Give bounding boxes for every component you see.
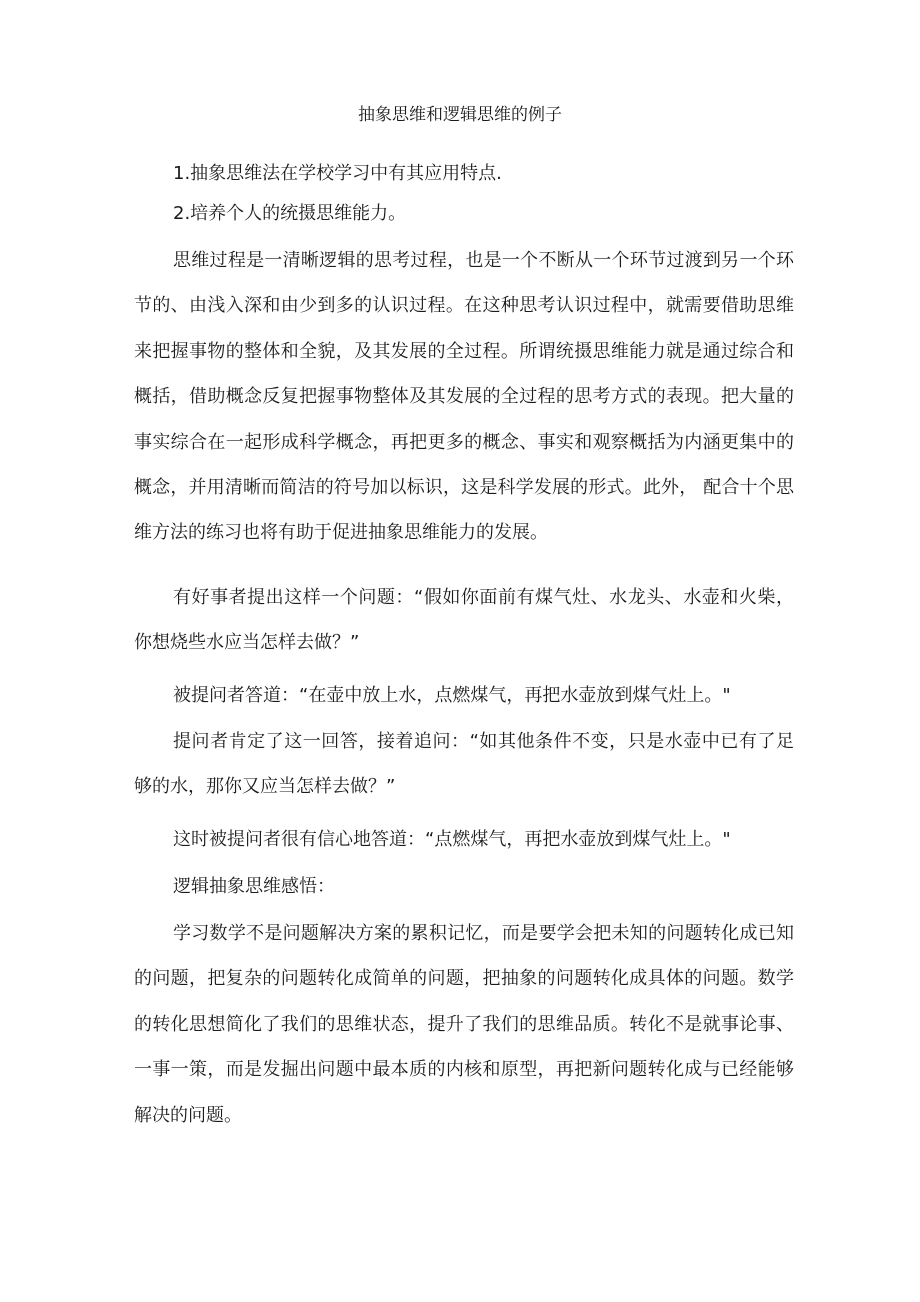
paragraph-9: 学习数学不是问题解决方案的累积记忆，而是要学会把未知的问题转化成已知的问题，把复杂的问题转化成简单的问题，把抽象的问题转化成具体的问题。数学的转化思想简化了我们的思维状态，提升了我们的思维品质。转化不是就事论事、一事一策，而是发掘出问题中最本质的内核和原型，再把新问题转化成与已经能够解决的问题。 (134, 923, 794, 1126)
document-title: 抽象思维和逻辑思维的例子 (358, 105, 562, 125)
paragraph-1: 1.抽象思维法在学校学习中有其应用特点. (173, 163, 502, 184)
paragraph-8: 逻辑抽象思维感悟： (173, 876, 335, 897)
paragraph-3: 思维过程是一清晰逻辑的思考过程，也是一个不断从一个环节过渡到另一个环节的、由浅入深和由少到多的认识过程。在这种思考认识过程中，就需要借助思维来把握事物的整体和全貌，及其发展的全过程。所谓统摄思维能力就是通过综合和概括，借助概念反复把握事物整体及其发展的全过程的思考方式的表现。把大量的事实综合在一起形成科学概念，再把更多的概念、事实和观察概括为内涵更集中的概念，并用清晰而简洁的符号加以标识，这是科学发展的形式。此外， 配合十个思维方法的练习也将有助于促进抽象思维能力的发展。 (134, 250, 794, 544)
paragraph-6: 提问者肯定了这一回答，接着追问：“如其他条件不变，只是水壶中已有了足够的水，那你又应当怎样去做？” (134, 731, 794, 798)
paragraph-7: 这时被提问者很有信心地答道：“点燃煤气，再把水壶放到煤气灶上。" (173, 829, 731, 850)
paragraph-4: 有好事者提出这样一个问题：“假如你面前有煤气灶、水龙头、水壶和火柴， 你想烧些水应当怎样去做？” (134, 587, 794, 654)
paragraph-5: 被提问者答道：“在壶中放上水，点燃煤气，再把水壶放到煤气灶上。" (173, 685, 731, 706)
paragraph-2: 2.培养个人的统摄思维能力。 (173, 203, 407, 224)
